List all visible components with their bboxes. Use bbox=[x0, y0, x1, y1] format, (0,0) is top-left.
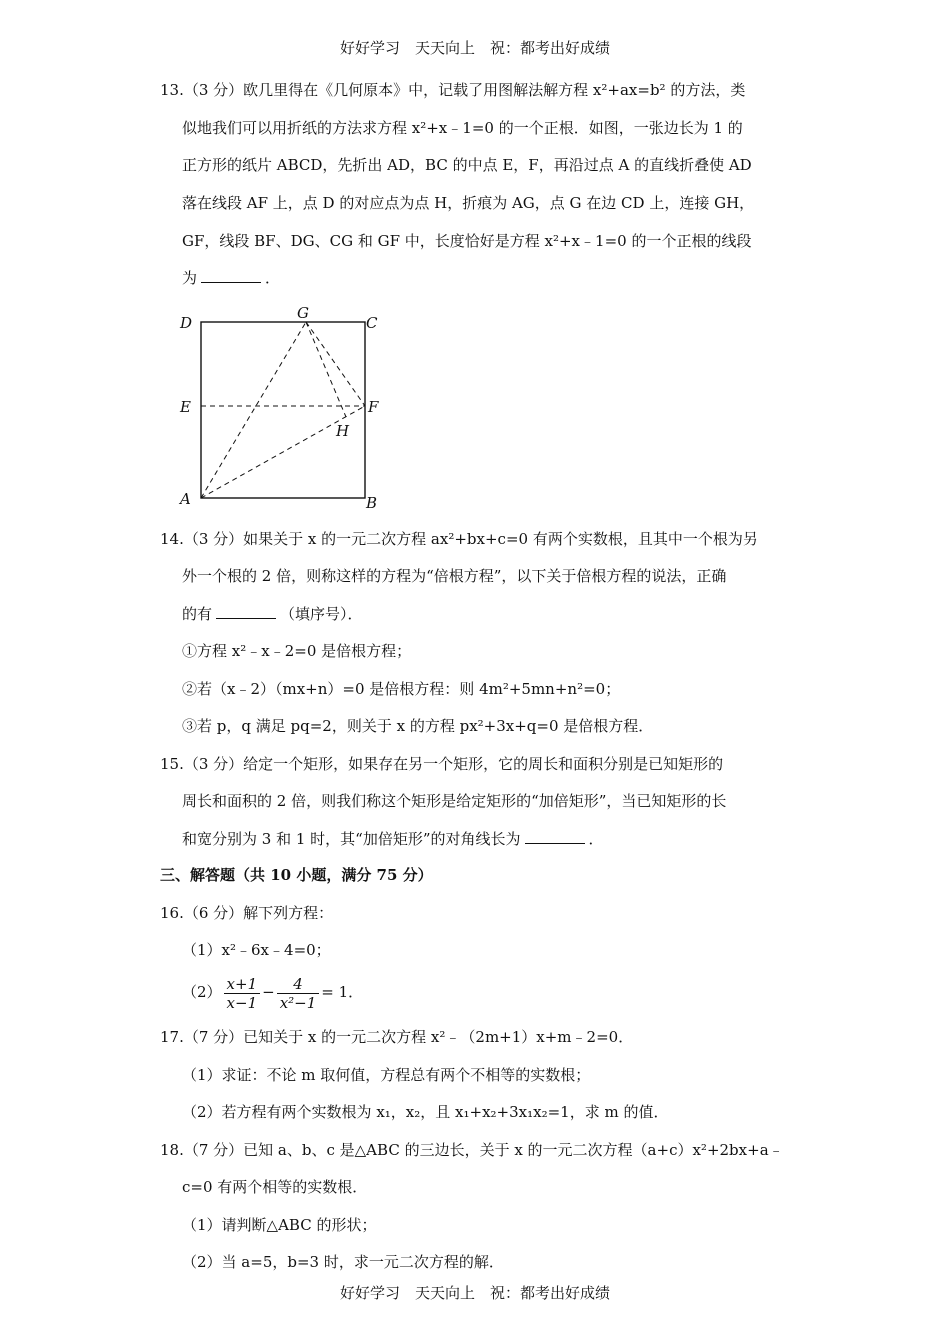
q16-frac1-numerator: x+1 bbox=[224, 975, 261, 994]
q13-line-1: 13.（3 分）欧几里得在《几何原本》中，记载了用图解法解方程 x²+ax=b² 的方法，类 bbox=[160, 81, 746, 99]
label-c: C bbox=[366, 314, 378, 332]
q18-line-1: 18.（7 分）已知 a、b、c 是△ABC 的三边长，关于 x 的一元二次方程（a+c）x²+2bx+a﹣ bbox=[160, 1141, 784, 1159]
q16-part2-suffix: = 1． bbox=[321, 983, 364, 1001]
page-footer: 好好学习 天天向上 祝：都考出好成绩 bbox=[339, 1284, 610, 1302]
q14-item-3: ③若 p，q 满足 pq=2，则关于 x 的方程 px²+3x+q=0 是倍根方程． bbox=[182, 717, 654, 735]
q16-frac1-denominator: x−1 bbox=[226, 993, 258, 1012]
q15-line-2: 周长和面积的 2 倍，则我们称这个矩形是给定矩形的“加倍矩形”，当已知矩形的长 bbox=[182, 792, 727, 810]
q17-title: 17.（7 分）已知关于 x 的一元二次方程 x²﹣（2m+1）x+m﹣2=0． bbox=[160, 1028, 634, 1046]
q13-line-4: 落在线段 AF 上，点 D 的对应点为点 H，折痕为 AG，点 G 在边 CD 上，连接 GH， bbox=[182, 194, 755, 212]
segment-ag bbox=[201, 322, 306, 498]
q14-line3-prefix: 的有 bbox=[182, 605, 213, 623]
segment-gf bbox=[306, 322, 365, 406]
q16-frac2-numerator: 4 bbox=[277, 975, 320, 994]
q13-line-3: 正方形的纸片 ABCD，先折出 AD，BC 的中点 E，F，再沿过点 A 的直线折叠使 AD bbox=[182, 156, 752, 174]
segment-gh bbox=[306, 322, 346, 417]
q14-item-1: ①方程 x²﹣x﹣2=0 是倍根方程； bbox=[182, 642, 412, 660]
q14-answer-blank[interactable] bbox=[216, 604, 276, 619]
label-b: B bbox=[366, 494, 378, 512]
q15-answer-blank[interactable] bbox=[525, 829, 585, 844]
label-g: G bbox=[297, 304, 309, 322]
q16-part-1: （1）x²﹣6x﹣4=0； bbox=[182, 941, 331, 959]
q17-part-1: （1）求证：不论 m 取何值，方程总有两个不相等的实数根； bbox=[182, 1066, 591, 1084]
q14-line-1: 14.（3 分）如果关于 x 的一元二次方程 ax²+bx+c=0 有两个实数根，且其中一个根为另 bbox=[160, 530, 758, 548]
label-d: D bbox=[180, 314, 193, 332]
q14-line-3 bbox=[182, 604, 363, 624]
segment-af bbox=[201, 406, 365, 498]
label-a: A bbox=[180, 490, 191, 508]
q16-frac2-denominator: x²−1 bbox=[279, 993, 317, 1012]
q15-line-3 bbox=[182, 829, 604, 849]
q13-line-5: GF，线段 BF、DG、CG 和 GF 中，长度恰好是方程 x²+x﹣1=0 的一个正根的线段 bbox=[182, 232, 752, 250]
q15-line3-suffix: ． bbox=[588, 830, 604, 848]
label-e: E bbox=[180, 398, 191, 416]
q13-answer-blank[interactable] bbox=[201, 268, 261, 283]
q14-item-2: ②若（x﹣2）（mx+n）=0 是倍根方程：则 4m²+5mn+n²=0； bbox=[182, 680, 621, 698]
label-h: H bbox=[336, 422, 350, 440]
q13-line-6 bbox=[182, 268, 280, 288]
page-header: 好好学习 天天向上 祝：都考出好成绩 bbox=[339, 39, 610, 57]
q14-line-2: 外一个根的 2 倍，则称这样的方程为“倍根方程”，以下关于倍根方程的说法，正确 bbox=[182, 567, 727, 585]
q16-minus-sign: − bbox=[262, 983, 275, 1001]
q13-figure bbox=[170, 300, 390, 515]
q16-part-2 bbox=[182, 972, 363, 1012]
q18-part-2: （2）当 a=5，b=3 时，求一元二次方程的解． bbox=[182, 1253, 504, 1271]
q13-last-prefix: 为 bbox=[182, 269, 198, 287]
q17-part-2: （2）若方程有两个实数根为 x₁，x₂，且 x₁+x₂+3x₁x₂=1，求 m 的值． bbox=[182, 1103, 669, 1121]
q16-fraction-1 bbox=[224, 975, 261, 1012]
q18-line-2: c=0 有两个相等的实数根． bbox=[182, 1178, 368, 1196]
q15-line3-prefix: 和宽分别为 3 和 1 时，其“加倍矩形”的对角线长为 bbox=[182, 830, 521, 848]
q16-title: 16.（6 分）解下列方程： bbox=[160, 904, 334, 922]
q13-last-suffix: ． bbox=[265, 269, 281, 287]
q13-line-2: 似地我们可以用折纸的方法求方程 x²+x﹣1=0 的一个正根．如图，一张边长为 1 的 bbox=[182, 119, 743, 137]
square-abcd bbox=[201, 322, 365, 498]
label-f: F bbox=[368, 398, 379, 416]
q15-line-1: 15.（3 分）给定一个矩形，如果存在另一个矩形，它的周长和面积分别是已知矩形的 bbox=[160, 755, 724, 773]
q16-part2-prefix: （2） bbox=[182, 983, 222, 1001]
q16-fraction-2 bbox=[277, 975, 320, 1012]
q14-line3-suffix: （填序号）． bbox=[280, 605, 363, 623]
section-3-heading: 三、解答题（共 10 小题，满分 75 分） bbox=[160, 866, 433, 884]
q18-part-1: （1）请判断△ABC 的形状； bbox=[182, 1216, 377, 1234]
